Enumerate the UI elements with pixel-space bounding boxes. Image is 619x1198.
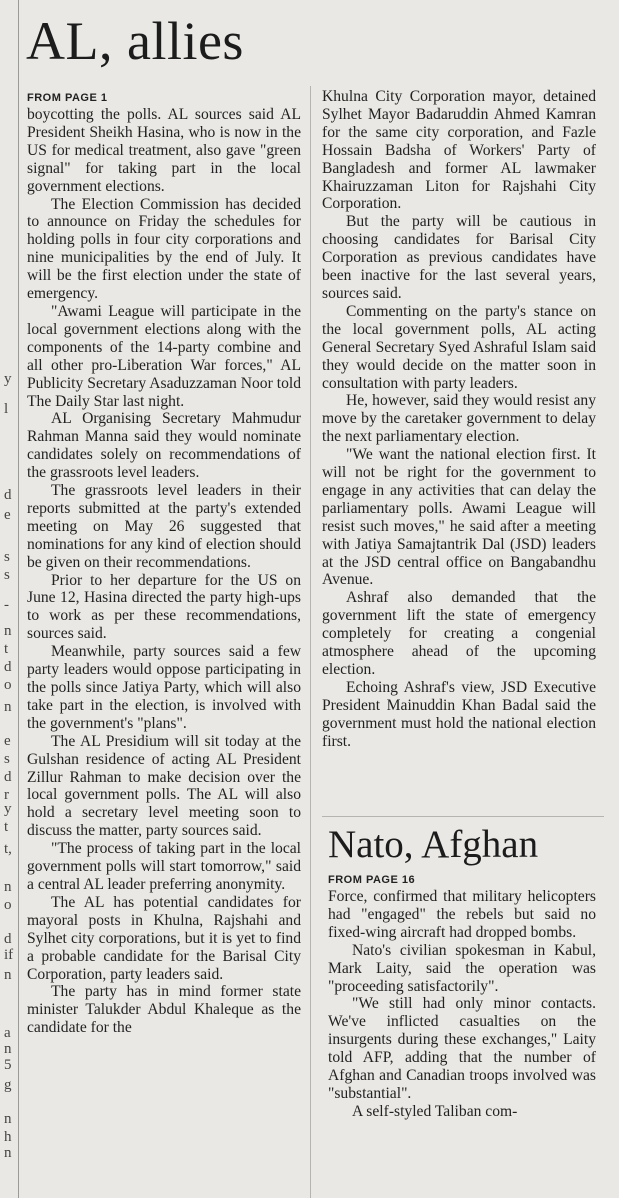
edge-glyph: t bbox=[4, 641, 9, 657]
edge-glyph: n bbox=[4, 879, 12, 895]
paragraph: boycotting the polls. AL sources said AL President Sheikh Hasina, who is now in the US for medical treatment, also gave "green signal" for taking part in the local government elections. bbox=[27, 106, 301, 195]
edge-glyph: r bbox=[4, 787, 9, 803]
edge-glyph: s bbox=[4, 751, 10, 767]
jump-label: FROM PAGE 1 bbox=[27, 92, 108, 104]
edge-glyph: y bbox=[4, 371, 12, 387]
jump-label: FROM PAGE 16 bbox=[328, 874, 416, 886]
edge-glyph: 5 bbox=[4, 1057, 12, 1073]
paragraph: Khulna City Corporation mayor, detained Sylhet Mayor Badaruddin Ahmed Kamran for the same city corporation, and Fazle Hossain Badsha of Workers' Party of Bangladesh and former AL lawmaker Khairuzzaman Liton for Rajshahi City Corporation. bbox=[322, 88, 596, 213]
edge-glyph: g bbox=[4, 1077, 12, 1093]
edge-glyph: t, bbox=[4, 841, 12, 857]
edge-glyph: - bbox=[4, 597, 9, 613]
paragraph: A self-styled Taliban com- bbox=[352, 1102, 518, 1120]
edge-glyph: a bbox=[4, 1025, 11, 1041]
edge-glyph: n bbox=[4, 967, 12, 983]
edge-glyph: n bbox=[4, 1041, 12, 1057]
paragraph: Force, confirmed that military helicopters had "engaged" the rebels but said no fixed-wing aircraft had dropped bombs. bbox=[328, 888, 596, 941]
paragraph: AL Organising Secretary Mahmudur Rahman Manna said they would nominate candidates solely on recommendations of the grassroots level leaders. bbox=[27, 410, 301, 482]
paragraph: The AL has potential candidates for mayoral posts in Khulna, Rajshahi and Sylhet city corporations, but it is yet to find a probable candidate for the Barisal City Corporation, party leaders said. bbox=[27, 893, 301, 983]
edge-glyph: d bbox=[4, 769, 12, 785]
edge-glyph: o bbox=[4, 897, 12, 913]
paragraph: "The process of taking part in the local government polls will start tomorrow," said a central AL leader preferring anonymity. bbox=[27, 840, 301, 893]
edge-glyph: y bbox=[4, 801, 12, 817]
edge-glyph: e bbox=[4, 507, 11, 523]
story-nato-afghan-column bbox=[328, 872, 596, 1121]
paragraph: Echoing Ashraf's view, JSD Executive President Mainuddin Khan Badal said the government must hold the national election first. bbox=[322, 678, 596, 750]
edge-glyph: h bbox=[4, 1129, 12, 1145]
edge-glyph: d bbox=[4, 931, 12, 947]
story-al-allies-column-2 bbox=[322, 88, 596, 751]
paragraph: The party has in mind former state minister Talukder Abdul Khaleque as the candidate for the bbox=[27, 983, 301, 1037]
paragraph: He, however, said they would resist any move by the caretaker government to delay the next parliamentary election. bbox=[322, 392, 596, 446]
headline-nato-afghan: Nato, Afghan bbox=[328, 823, 539, 866]
edge-glyph: l bbox=[4, 401, 9, 417]
paragraph: "Awami League will participate in the local government elections along with the components of the 14-party combine and all other pro-Liberation War forces," AL Publicity Secretary Asaduzzaman Noor told The Daily Star last night. bbox=[27, 302, 301, 410]
edge-glyph: e bbox=[4, 733, 11, 749]
paragraph: Nato's civilian spokesman in Kabul, Mark Laity, said the operation was "proceeding satisfactorily". bbox=[328, 941, 596, 995]
paragraph: Meanwhile, party sources said a few party leaders would oppose participating in the polls since Jatiya Party, which will also take part in the election, is involved with the government's "plans". bbox=[27, 643, 301, 732]
edge-glyph: d bbox=[4, 487, 12, 503]
paragraph: The AL Presidium will sit today at the Gulshan residence of acting AL President Zillur Rahman to make decision over the local government polls. The AL will also hold a secretary level meeting soon to discuss the matter, party sources said. bbox=[27, 732, 301, 840]
paragraph: But the party will be cautious in choosing candidates for Barisal City Corporation as previous candidates have been inactive for the last several years, sources said. bbox=[322, 213, 596, 302]
adjacent-column-edge bbox=[0, 0, 19, 1198]
edge-glyph: t bbox=[4, 819, 9, 835]
column-divider bbox=[310, 86, 311, 1198]
paragraph: Commenting on the party's stance on the local government polls, AL acting General Secretary Syed Ashraful Islam said they would decide on the matter soon in consultation with party leaders. bbox=[322, 302, 596, 392]
paragraph: "We want the national election first. It will not be right for the government to engage in any activities that can delay the parliamentary polls. Awami League will resist such moves," he said after a meeting with Jatiya Samajtantrik Dal (JSD) leaders at the JSD central office on Bangabandhu Avenue. bbox=[322, 446, 596, 589]
edge-glyph: d bbox=[4, 659, 12, 675]
edge-glyph: s bbox=[4, 549, 10, 565]
paragraph: Prior to her departure for the US on June 12, Hasina directed the party high-ups to work as per these recommendations, sources said. bbox=[27, 571, 301, 643]
edge-glyph: o bbox=[4, 677, 12, 693]
edge-glyph: if bbox=[4, 947, 14, 963]
headline-al-allies: AL, allies bbox=[26, 11, 244, 71]
edge-glyph: n bbox=[4, 1145, 12, 1161]
paragraph: Ashraf also demanded that the government lift the state of emergency completely for creating a congenial atmosphere ahead of the upcoming election. bbox=[322, 589, 596, 678]
edge-glyph: s bbox=[4, 567, 10, 583]
paragraph: The grassroots level leaders in their reports submitted at the party's extended meeting on May 26 suggested that nominations for any kind of election should be given on their recommendations. bbox=[27, 482, 301, 571]
paragraph: "We still had only minor contacts. We've inflicted casualties on the insurgents during these exchanges," Laity told AFP, adding that the number of Afghan and Canadian troops involved was "substantial". bbox=[328, 995, 596, 1102]
edge-glyph: n bbox=[4, 623, 12, 639]
story-al-allies-column-1 bbox=[27, 90, 301, 1037]
paragraph: The Election Commission has decided to announce on Friday the schedules for holding polls in four city corporations and nine municipalities by the end of July. It will be the first election under the state of emergency. bbox=[27, 195, 301, 303]
story-separator bbox=[322, 816, 604, 817]
edge-glyph: n bbox=[4, 1111, 12, 1127]
edge-glyph: n bbox=[4, 699, 12, 715]
